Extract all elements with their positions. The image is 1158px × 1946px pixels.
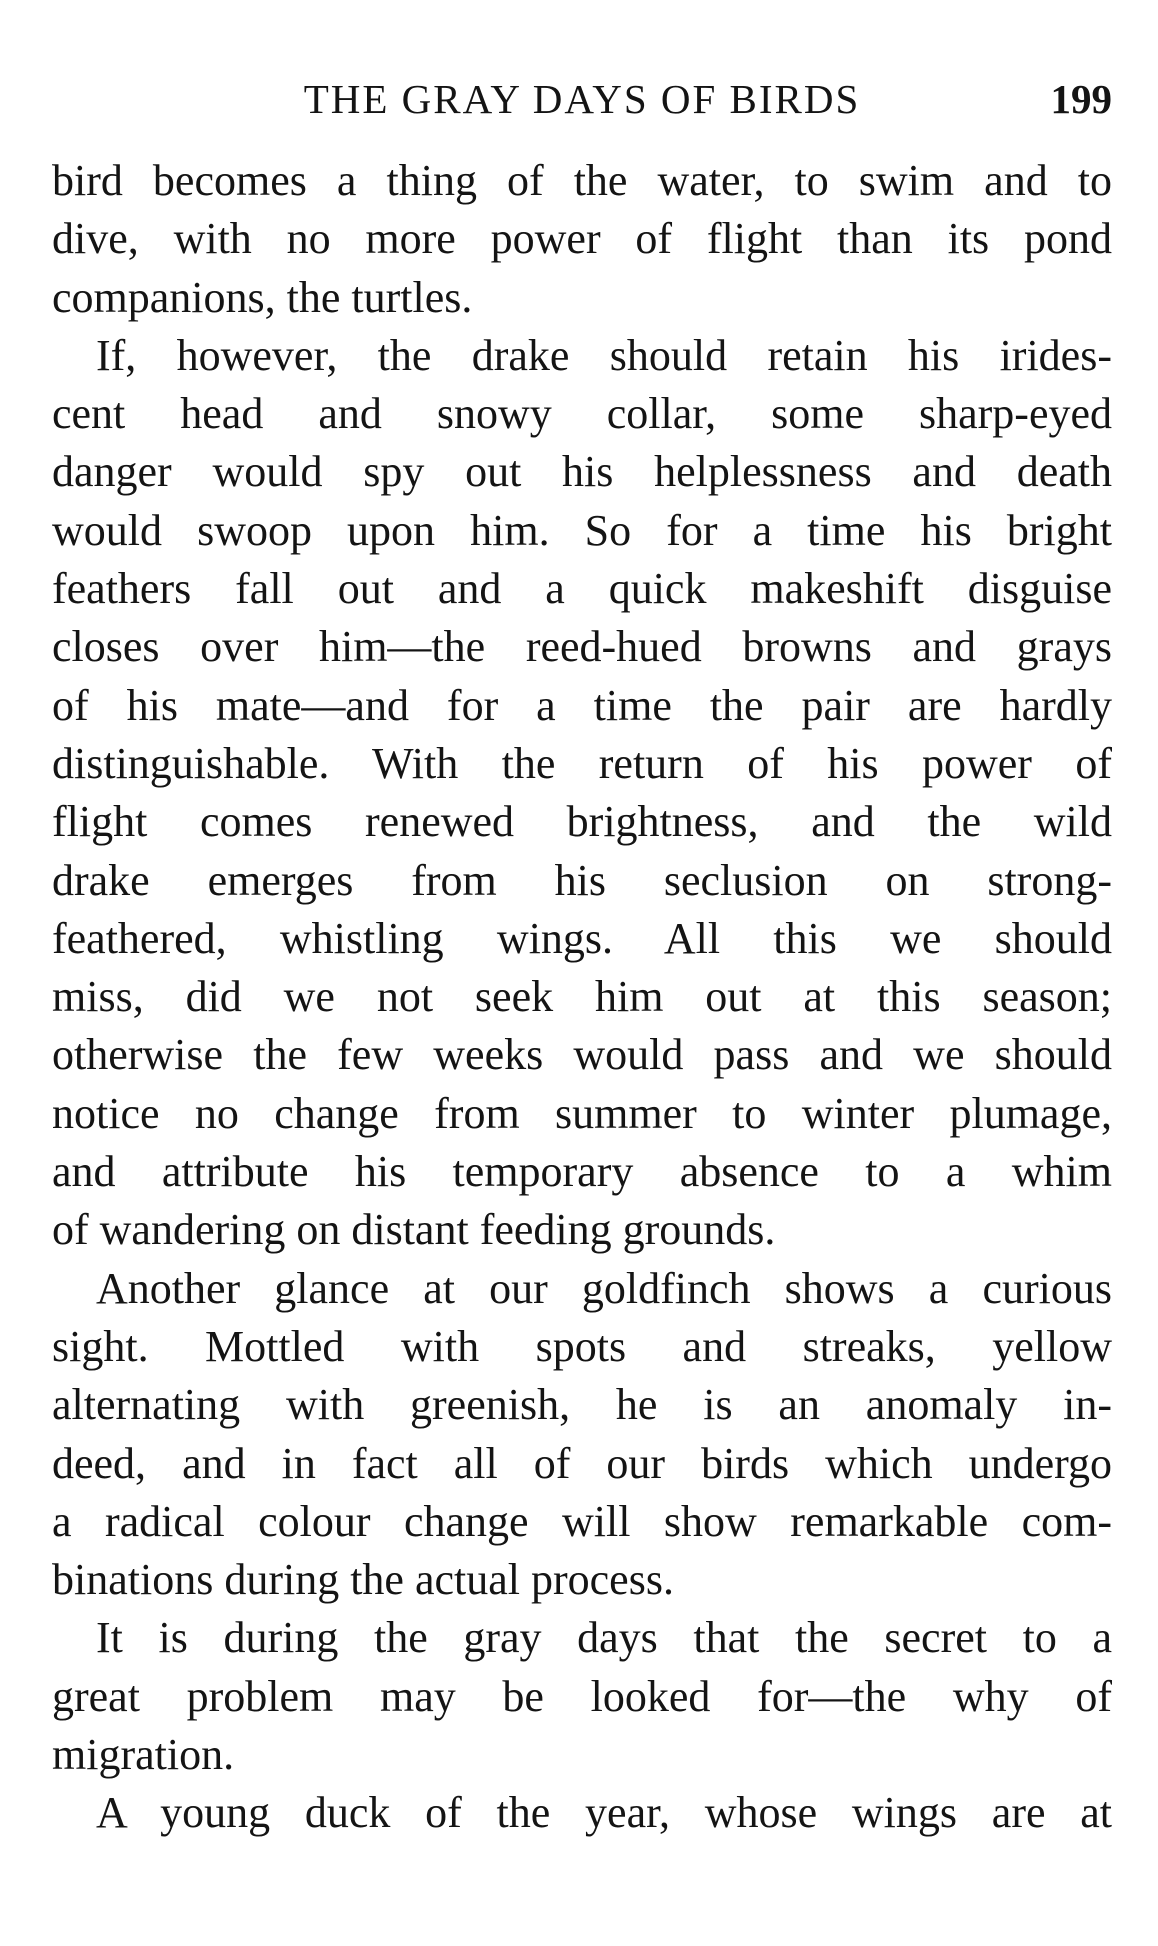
text-line: Another glance at our goldfinch shows a curious [96, 1263, 1112, 1313]
text-line: danger would spy out his helplessness and death [52, 447, 1112, 497]
text-line: feathers fall out and a quick makeshift disguise [52, 564, 1112, 614]
text-line: miss, did we not seek him out at this season; [52, 972, 1112, 1022]
text-line: great problem may be looked for—the why of [52, 1671, 1112, 1721]
text-line: a radical colour change will show remarkable com- [52, 1496, 1112, 1546]
text-line: notice no change from summer to winter plumage, [52, 1088, 1112, 1138]
text-line: cent head and snowy collar, some sharp-eyed [52, 389, 1112, 439]
text-line: closes over him—the reed-hued browns and grays [52, 622, 1112, 672]
text-line: of his mate—and for a time the pair are hardly [52, 680, 1112, 730]
running-head [52, 74, 1112, 124]
text-line: would swoop upon him. So for a time his bright [52, 505, 1112, 555]
text-line: migration. [52, 1730, 235, 1780]
text-line: If, however, the drake should retain his irides- [96, 330, 1112, 380]
text-line: bird becomes a thing of the water, to swim and to [52, 156, 1112, 205]
text-line: dive, with no more power of flight than its pond [52, 214, 1112, 264]
text-line: binations during the actual process. [52, 1555, 674, 1605]
text-line: feathered, whistling wings. All this we should [52, 913, 1112, 963]
text-line: drake emerges from his seclusion on strong- [52, 855, 1112, 905]
text-line: otherwise the few weeks would pass and we should [52, 1030, 1112, 1080]
text-line: of wandering on distant feeding grounds. [52, 1205, 776, 1255]
page-number: 199 [1050, 76, 1112, 122]
text-line: It is during the gray days that the secret to a [96, 1613, 1112, 1663]
text-line: sight. Mottled with spots and streaks, yellow [52, 1321, 1112, 1371]
text-line: flight comes renewed brightness, and the wild [52, 797, 1112, 847]
text-line: deed, and in fact all of our birds which undergo [52, 1438, 1112, 1488]
text-line: A young duck of the year, whose wings are at [96, 1788, 1112, 1838]
text-line: alternating with greenish, he is an anomaly in- [52, 1380, 1112, 1430]
body-text [52, 152, 1112, 1843]
text-line: companions, the turtles. [52, 272, 473, 322]
text-line: distinguishable. With the return of his power of [52, 738, 1112, 788]
running-title: THE GRAY DAYS OF BIRDS [303, 76, 861, 122]
text-line: and attribute his temporary absence to a whim [52, 1147, 1112, 1197]
